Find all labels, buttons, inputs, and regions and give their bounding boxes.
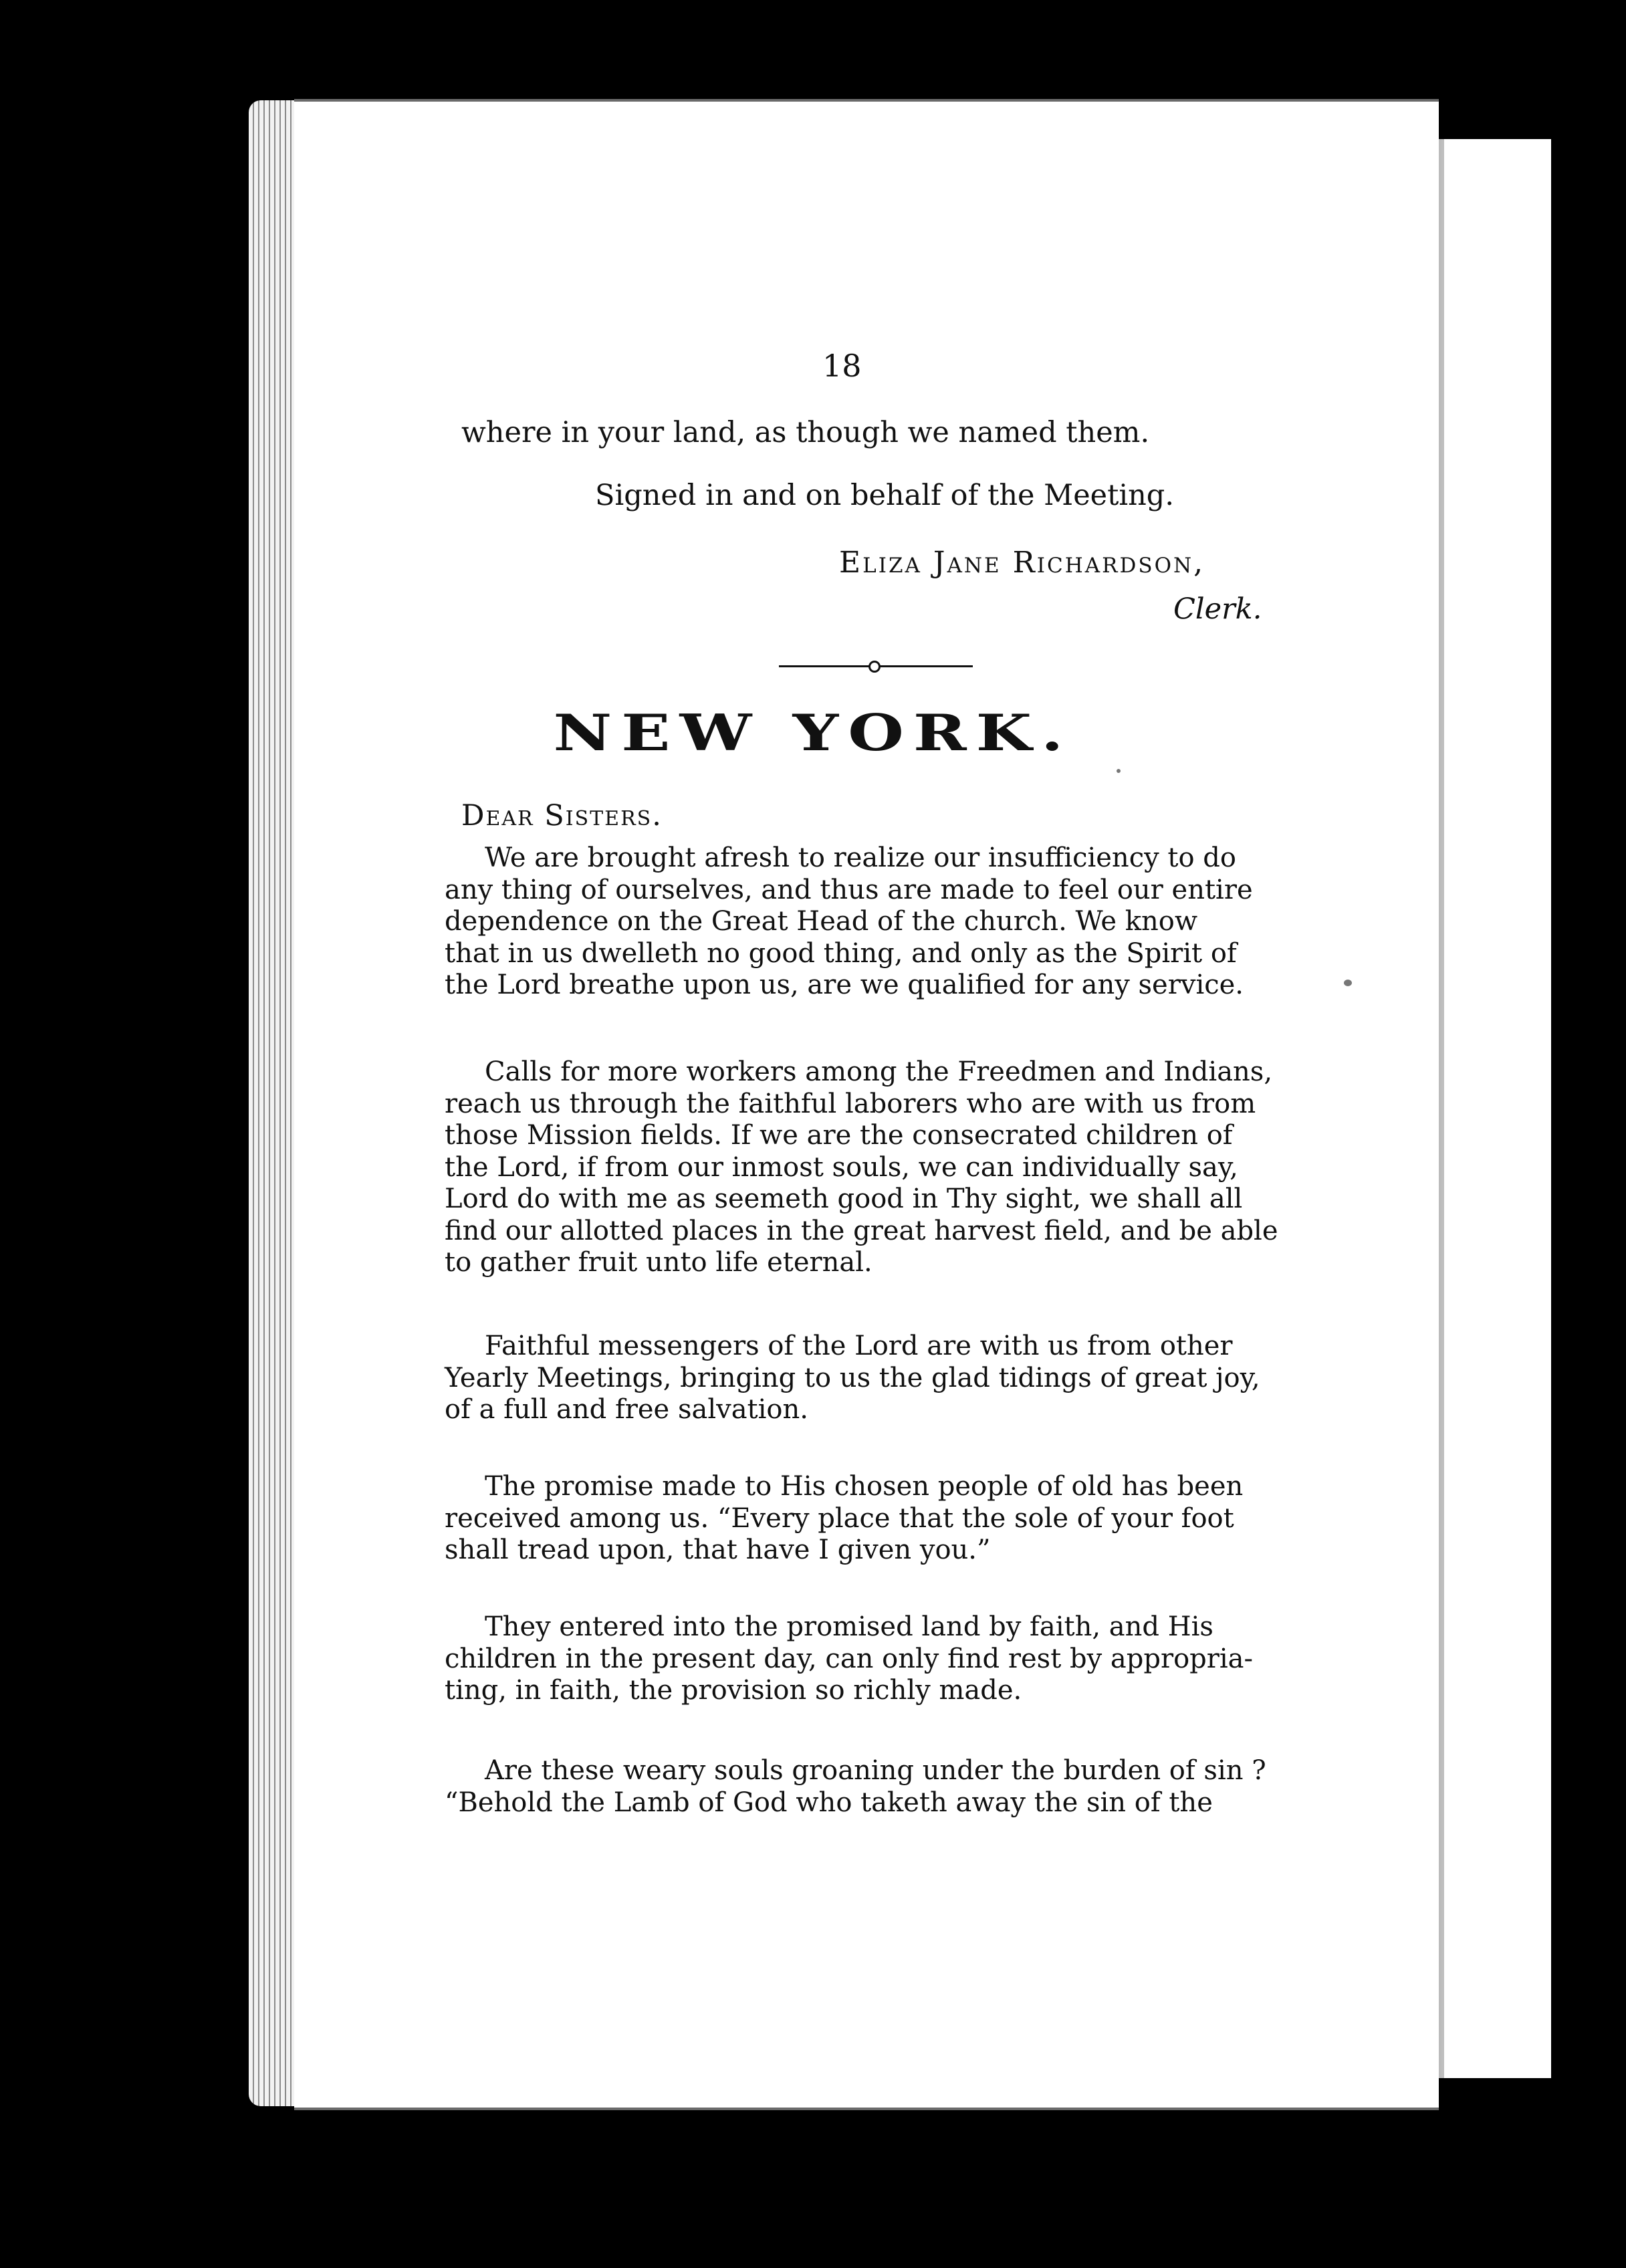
- scan-speck: [1344, 980, 1352, 986]
- paragraph: [445, 1331, 1290, 1426]
- text-line: the Lord breathe upon us, are we qualified for any service.: [445, 970, 1244, 1000]
- text-line: We are brought afresh to realize our insufficiency to do: [485, 842, 1236, 873]
- text-line: Faithful messengers of the Lord are with us from other: [485, 1331, 1233, 1361]
- signature-statement: Signed in and on behalf of the Meeting.: [595, 479, 1175, 512]
- text-line: children in the present day, can only find rest by appropria-: [445, 1643, 1254, 1674]
- section-separator: [779, 661, 973, 671]
- signer-title: Clerk.: [1173, 592, 1262, 626]
- text-line: find our allotted places in the great harvest field, and be able: [445, 1215, 1278, 1246]
- text-line: received among us. “Every place that the sole of your foot: [445, 1502, 1234, 1534]
- text-line: the Lord, if from our inmost souls, we can individually say,: [445, 1151, 1238, 1183]
- paragraph: [445, 842, 1290, 1002]
- section-heading: NEW YORK.: [553, 703, 1073, 763]
- text-line: Yearly Meetings, bringing to us the glad tidings of great joy,: [445, 1362, 1260, 1393]
- text-line: “Behold the Lamb of God who taketh away the sin of the: [445, 1787, 1213, 1818]
- paragraph: [445, 1611, 1290, 1707]
- text-line: The promise made to His chosen people of old has been: [485, 1471, 1244, 1502]
- text-line: that in us dwelleth no good thing, and only as the Spirit of: [445, 937, 1237, 969]
- separator-ornament: [868, 661, 881, 673]
- text-line: Lord do with me as seemeth good in Thy sight, we shall all: [445, 1183, 1243, 1214]
- text-line: of a full and free salvation.: [445, 1394, 808, 1425]
- text-line: Calls for more workers among the Freedmen and Indians,: [485, 1056, 1273, 1087]
- paragraph: [445, 1471, 1290, 1567]
- text-line: to gather fruit unto life eternal.: [445, 1247, 873, 1278]
- text-line: dependence on the Great Head of the church. We know: [445, 906, 1198, 937]
- text-line: They entered into the promised land by faith, and His: [485, 1611, 1213, 1642]
- page-number: 18: [822, 348, 862, 384]
- text-line: Are these weary souls groaning under the burden of sin ?: [485, 1755, 1266, 1786]
- paragraph: [445, 1056, 1290, 1279]
- text-line: ting, in faith, the provision so richly made.: [445, 1675, 1022, 1706]
- paragraph: [445, 1755, 1290, 1819]
- scan-speck: [1117, 769, 1121, 773]
- text-line: reach us through the faithful laborers who are with us from: [445, 1088, 1256, 1119]
- text-line: any thing of ourselves, and thus are made to feel our entire: [445, 874, 1253, 905]
- text-line: shall tread upon, that have I given you.”: [445, 1535, 991, 1565]
- signer-name: Eliza Jane Richardson,: [839, 546, 1205, 580]
- text-line: those Mission fields. If we are the consecrated children of: [445, 1120, 1233, 1151]
- continuation-line: where in your land, as though we named them.: [461, 416, 1150, 449]
- salutation: Dear Sisters.: [461, 799, 663, 832]
- next-page: [1444, 139, 1551, 2078]
